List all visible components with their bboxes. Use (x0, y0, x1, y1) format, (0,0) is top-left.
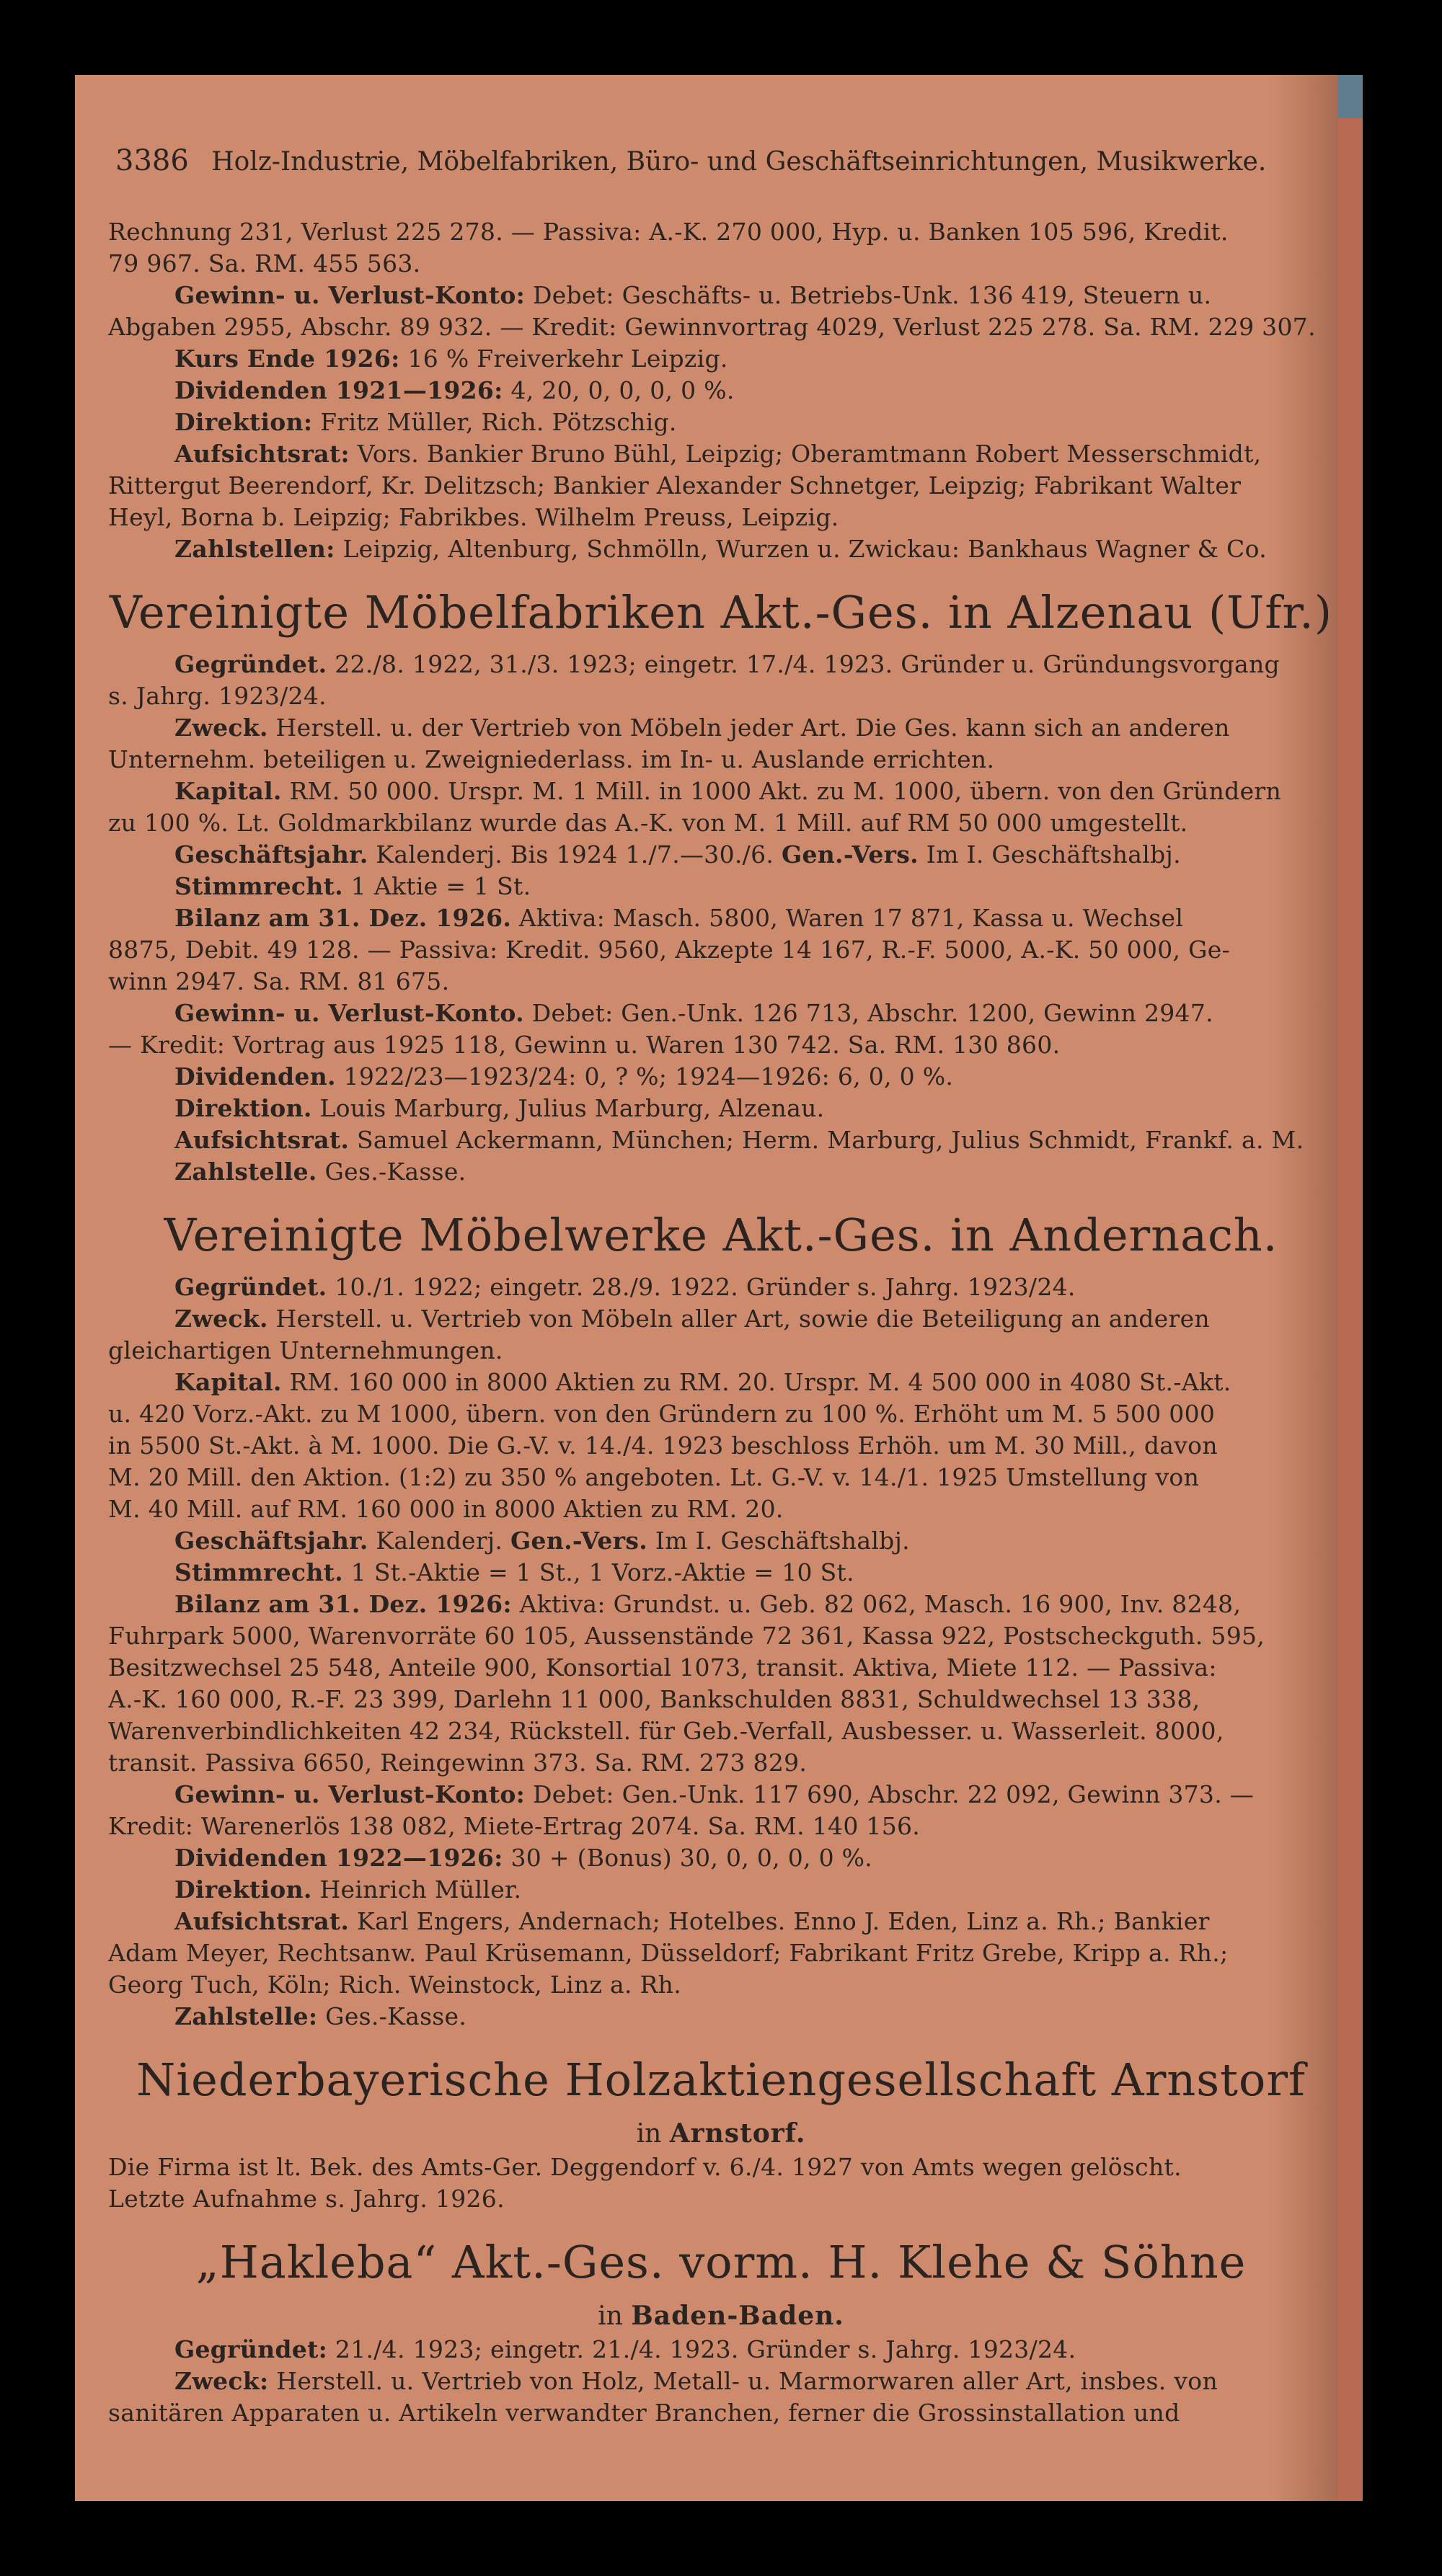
entry-line (108, 375, 1334, 407)
page-number: 3386 (115, 144, 189, 177)
entry-continuation: s. Jahrg. 1923/24. (108, 682, 327, 710)
entry-line (108, 776, 1334, 807)
entry-label: Direktion. (174, 1094, 312, 1122)
blue-tab (1338, 75, 1363, 118)
entry-label: Bilanz am 31. Dez. 1926. (174, 904, 512, 932)
entry-continuation: transit. Passiva 6650, Reingewinn 373. Sa. RM. 273 829. (108, 1749, 808, 1777)
entry-line (108, 438, 1334, 470)
location-prefix: in (598, 2301, 623, 2331)
entry-text: Im I. Geschäftshalbj. (655, 1527, 910, 1555)
entry-line (108, 2366, 1334, 2397)
entry-line (108, 1842, 1334, 1874)
location-prefix: in (636, 2119, 662, 2149)
entry-label: Gewinn- u. Verlust-Konto: (174, 1780, 526, 1808)
entry-continuation: Abgaben 2955, Abschr. 89 932. — Kredit: Gewinnvortrag 4029, Verlust 225 278. Sa. RM. 229 307. (108, 313, 1316, 341)
entry-line (108, 1156, 1334, 1188)
page-body (108, 216, 1334, 2429)
entry-label: Gewinn- u. Verlust-Konto. (174, 999, 524, 1027)
entry-text: 30 + (Bonus) 30, 0, 0, 0, 0 %. (510, 1844, 873, 1872)
entry-label: Geschäftsjahr. (174, 1527, 368, 1555)
entry-label: Bilanz am 31. Dez. 1926: (174, 1590, 512, 1618)
entry-text: 1 Aktie = 1 St. (350, 872, 531, 900)
entry-line (108, 533, 1334, 565)
entry-line (108, 2334, 1334, 2366)
entry-line (108, 1589, 1334, 1620)
entry-label: Geschäftsjahr. (174, 840, 368, 869)
company-title-andernach: Vereinigte Möbelwerke Akt.-Ges. in Andernach. (164, 1209, 1278, 1261)
entry-line (108, 1271, 1334, 1303)
entry-text: Herstell. u. der Vertrieb von Möbeln jeder Art. Die Ges. kann sich an anderen (275, 714, 1230, 742)
entry-text: Karl Engers, Andernach; Hotelbes. Enno J. Eden, Linz a. Rh.; Bankier (357, 1907, 1210, 1935)
entry-continuation: Rittergut Beerendorf, Kr. Delitzsch; Bankier Alexander Schnetger, Leipzig; Fabrikant Walter (108, 471, 1242, 499)
entry-text: RM. 160 000 in 8000 Aktien zu RM. 20. Urspr. M. 4 500 000 in 4080 St.-Akt. (289, 1368, 1231, 1396)
entry-text: Fritz Müller, Rich. Pötzschig. (320, 408, 677, 436)
entry-continuation: Fuhrpark 5000, Warenvorräte 60 105, Aussenstände 72 361, Kassa 922, Postscheckguth. 595, (108, 1622, 1265, 1650)
entry-continuation: sanitären Apparaten u. Artikeln verwandter Branchen, ferner die Grossinstallation und (108, 2399, 1180, 2427)
entry-continuation: zu 100 %. Lt. Goldmarkbilanz wurde das A.-K. von M. 1 Mill. auf RM 50 000 umgestellt. (108, 809, 1188, 837)
entry-text: Heinrich Müller. (319, 1875, 522, 1904)
entry-label: Gen.-Vers. (510, 1527, 648, 1555)
entry-continuation: Kredit: Warenerlös 138 082, Miete-Ertrag 2074. Sa. RM. 140 156. (108, 1812, 921, 1840)
entry-line (108, 902, 1334, 934)
entry-label: Zahlstellen: (174, 535, 335, 563)
entry-text: Ges.-Kasse. (324, 1158, 466, 1186)
entry-text: Vors. Bankier Bruno Bühl, Leipzig; Oberamtmann Robert Messerschmidt, (357, 440, 1262, 468)
entry-label: Kapital. (174, 1368, 282, 1396)
section-arnstorf (108, 2151, 1334, 2215)
entry-text: Leipzig, Altenburg, Schmölln, Wurzen u. Zwickau: Bankhaus Wagner & Co. (342, 535, 1267, 563)
entry-continuation: Adam Meyer, Rechtsanw. Paul Krüsemann, Düsseldorf; Fabrikant Fritz Grebe, Kripp a. Rh.; (108, 1939, 1229, 1967)
entry-text: 1 St.-Aktie = 1 St., 1 Vorz.-Aktie = 10 St. (350, 1558, 854, 1586)
entry-text: Herstell. u. Vertrieb von Holz, Metall- u. Marmorwaren aller Art, insbes. von (276, 2367, 1218, 2395)
entry-text: 10./1. 1922; eingetr. 28./9. 1922. Gründer s. Jahrg. 1923/24. (335, 1273, 1076, 1301)
entry-line (108, 1124, 1334, 1156)
entry-line (108, 1367, 1334, 1398)
entry-continuation: Besitzwechsel 25 548, Anteile 900, Konsortial 1073, transit. Aktiva, Miete 112. — Passiva: (108, 1653, 1217, 1682)
section-andernach (108, 1271, 1334, 2033)
entry-label: Stimmrecht. (174, 872, 343, 900)
entry-line (108, 1093, 1334, 1124)
entry-text: 1922/23—1923/24: 0, ? %; 1924—1926: 6, 0, 0 %. (343, 1062, 954, 1091)
entry-text: Louis Marburg, Julius Marburg, Alzenau. (319, 1094, 825, 1122)
entry-label: Gegründet. (174, 650, 327, 678)
entry-line (108, 407, 1334, 438)
entry-line (108, 1525, 1334, 1557)
entry-continuation: winn 2947. Sa. RM. 81 675. (108, 967, 450, 995)
entry-continuation: u. 420 Vorz.-Akt. zu M 1000, übern. von den Gründern zu 100 %. Erhöht um M. 5 500 000 (108, 1400, 1216, 1428)
text-line: 79 967. Sa. RM. 455 563. (108, 249, 421, 277)
entry-label: Dividenden 1921—1926: (174, 376, 503, 404)
entry-label: Direktion. (174, 1875, 312, 1904)
entry-label: Aufsichtsrat. (174, 1907, 350, 1935)
entry-text: RM. 50 000. Urspr. M. 1 Mill. in 1000 Akt. zu M. 1000, übern. von den Gründern (289, 777, 1282, 805)
entry-label: Dividenden 1922—1926: (174, 1844, 503, 1872)
entry-text: 22./8. 1922, 31./3. 1923; eingetr. 17./4. 1923. Gründer u. Gründungsvorgang (335, 650, 1280, 678)
entry-label: Zahlstelle. (174, 1158, 317, 1186)
entry-label: Zweck. (174, 714, 268, 742)
entry-text: Debet: Gen.-Unk. 117 690, Abschr. 22 092, Gewinn 373. — (532, 1780, 1255, 1808)
entry-label: Kurs Ende 1926: (174, 345, 400, 373)
entry-text: Aktiva: Grundst. u. Geb. 82 062, Masch. 16 900, Inv. 8248, (519, 1590, 1242, 1618)
entry-text: Debet: Gen.-Unk. 126 713, Abschr. 1200, Gewinn 2947. (531, 999, 1213, 1027)
entry-label: Direktion: (174, 408, 313, 436)
company-title-hakleba: „Hakleba“ Akt.-Ges. vorm. H. Klehe & Söhne (195, 2236, 1247, 2288)
entry-label: Gegründet: (174, 2335, 328, 2363)
entry-text: Aktiva: Masch. 5800, Waren 17 871, Kassa u. Wechsel (518, 904, 1184, 932)
entry-line (108, 712, 1334, 744)
entry-label: Gegründet. (174, 1273, 327, 1301)
company-title-alzenau: Vereinigte Möbelfabriken Akt.-Ges. in Alzenau (Ufr.) (109, 586, 1333, 639)
entry-text: 16 % Freiverkehr Leipzig. (407, 345, 728, 373)
entry-label: Kapital. (174, 777, 282, 805)
entry-text: Herstell. u. Vertrieb von Möbeln aller Art, sowie die Beteiligung an anderen (275, 1305, 1210, 1333)
entry-label: Gen.-Vers. (781, 840, 919, 869)
entry-line (108, 649, 1334, 680)
entry-continuation: — Kredit: Vortrag aus 1925 118, Gewinn u. Waren 130 742. Sa. RM. 130 860. (108, 1031, 1061, 1059)
section-prior-company (108, 216, 1334, 565)
entry-line (108, 280, 1334, 311)
entry-text: Kalenderj. Bis 1924 1./7.—30./6. (376, 840, 774, 869)
entry-line (108, 2001, 1334, 2033)
running-title: Holz-Industrie, Möbelfabriken, Büro- und Geschäftseinrichtungen, Musikwerke. (211, 147, 1267, 177)
entry-continuation: Georg Tuch, Köln; Rich. Weinstock, Linz a. Rh. (108, 1971, 682, 1999)
entry-label: Gewinn- u. Verlust-Konto: (174, 281, 526, 309)
entry-label: Stimmrecht. (174, 1558, 343, 1586)
entry-line (108, 1303, 1334, 1335)
entry-continuation: M. 40 Mill. auf RM. 160 000 in 8000 Aktien zu RM. 20. (108, 1495, 784, 1523)
entry-text: Im I. Geschäftshalbj. (926, 840, 1181, 869)
company-location-hakleba (108, 2299, 1334, 2334)
location-name: Arnstorf. (669, 2118, 806, 2149)
entry-line (108, 343, 1334, 375)
entry-line (108, 1874, 1334, 1906)
entry-label: Zweck. (174, 1305, 268, 1333)
entry-label: Aufsichtsrat: (174, 440, 350, 468)
entry-label: Zweck: (174, 2367, 269, 2395)
entry-text: Kalenderj. (376, 1527, 503, 1555)
entry-text: Ges.-Kasse. (325, 2002, 467, 2030)
section-alzenau (108, 649, 1334, 1188)
entry-text: Debet: Geschäfts- u. Betriebs-Unk. 136 419, Steuern u. (532, 281, 1212, 309)
company-title-arnstorf: Niederbayerische Holzaktiengesellschaft Arnstorf (136, 2053, 1306, 2106)
entry-line (108, 1557, 1334, 1589)
entry-line (108, 1779, 1334, 1811)
running-head (115, 144, 1298, 177)
text-line: Letzte Aufnahme s. Jahrg. 1926. (108, 2185, 505, 2213)
text-line: Die Firma ist lt. Bek. des Amts-Ger. Deggendorf v. 6./4. 1927 von Amts wegen gelöscht. (108, 2153, 1182, 2181)
company-location-arnstorf (108, 2116, 1334, 2151)
entry-text: 4, 20, 0, 0, 0, 0 %. (510, 376, 735, 404)
page-edge (1338, 75, 1363, 2501)
entry-line (108, 871, 1334, 902)
section-hakleba (108, 2334, 1334, 2429)
entry-continuation: A.-K. 160 000, R.-F. 23 399, Darlehn 11 000, Bankschulden 8831, Schuldwechsel 13 338, (108, 1685, 1200, 1713)
entry-continuation: Heyl, Borna b. Leipzig; Fabrikbes. Wilhelm Preuss, Leipzig. (108, 503, 839, 531)
text-line: Rechnung 231, Verlust 225 278. — Passiva: A.-K. 270 000, Hyp. u. Banken 105 596, Kredit. (108, 218, 1229, 246)
entry-continuation: M. 20 Mill. den Aktion. (1:2) zu 350 % angeboten. Lt. G.-V. v. 14./1. 1925 Umstellung von (108, 1463, 1200, 1491)
entry-label: Zahlstelle: (174, 2002, 318, 2030)
location-name: Baden-Baden. (631, 2301, 844, 2331)
entry-continuation: 8875, Debit. 49 128. — Passiva: Kredit. 9560, Akzepte 14 167, R.-F. 5000, A.-K. 50 000, Ge- (108, 936, 1231, 964)
entry-continuation: Unternehm. beteiligen u. Zweigniederlass. im In- u. Auslande errichten. (108, 745, 995, 773)
entry-continuation: in 5500 St.-Akt. à M. 1000. Die G.-V. v. 14./4. 1923 beschloss Erhöh. um M. 30 Mill., davon (108, 1431, 1218, 1460)
entry-continuation: gleichartigen Unternehmungen. (108, 1336, 503, 1364)
entry-line (108, 998, 1334, 1029)
entry-continuation: Warenverbindlichkeiten 42 234, Rückstell. für Geb.-Verfall, Ausbesser. u. Wasserleit. 8000, (108, 1717, 1224, 1745)
entry-line (108, 1061, 1334, 1093)
entry-text: 21./4. 1923; eingetr. 21./4. 1923. Gründer s. Jahrg. 1923/24. (335, 2335, 1076, 2363)
entry-label: Dividenden. (174, 1062, 336, 1091)
entry-label: Aufsichtsrat. (174, 1126, 350, 1154)
entry-line (108, 839, 1334, 871)
entry-line (108, 1906, 1334, 1937)
entry-text: Samuel Ackermann, München; Herm. Marburg, Julius Schmidt, Frankf. a. M. (357, 1126, 1304, 1154)
